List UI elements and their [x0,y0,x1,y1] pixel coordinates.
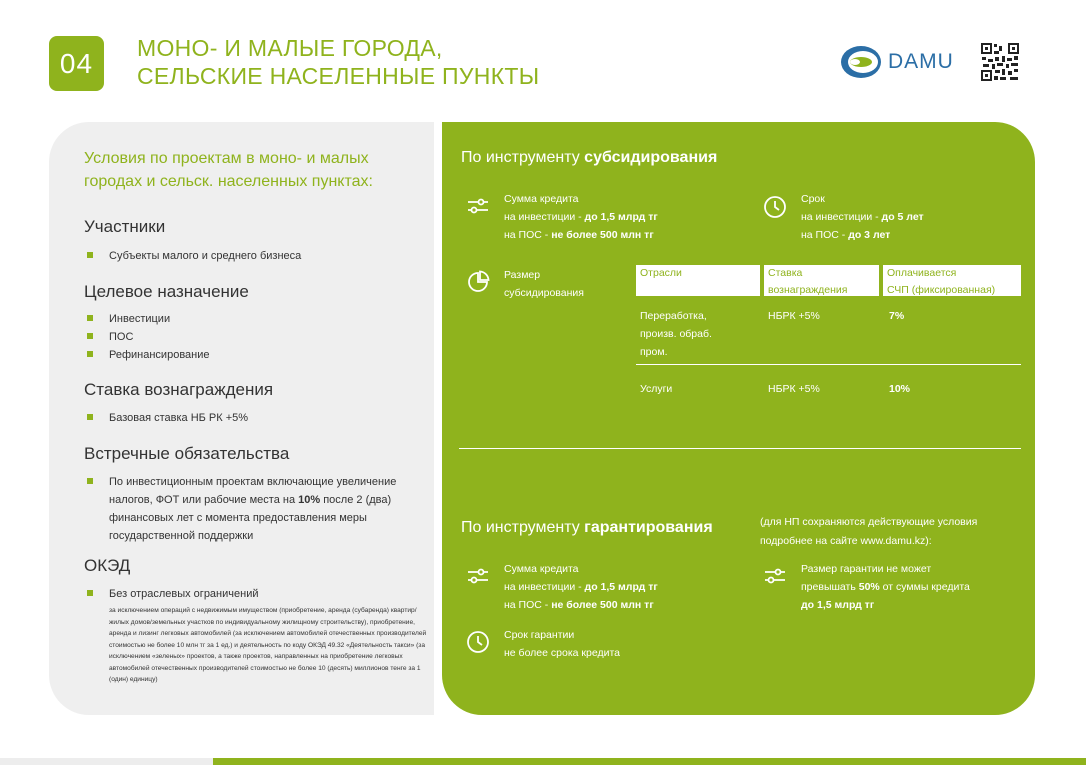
guarantee-size-line-1: Размер гарантии не может [801,563,932,575]
guarantee-term-value: не более срока кредита [504,647,620,659]
guarantee-title-bold: гарантирования [584,519,713,536]
damu-logo [840,45,954,79]
term-label: Срок [801,193,825,205]
list-item: ПОС [87,328,210,346]
guarantee-note-line-1: (для НП сохраняются действующие условия [760,516,978,528]
page-title-line-2: СЕЛЬСКИЕ НАСЕЛЕННЫЕ ПУНКТЫ [137,63,540,89]
guarantee-size-line-2: превышать 50% от суммы кредита [801,581,970,593]
table-cell-rate: НБРК +5% [768,310,820,322]
list-item: Субъекты малого и среднего бизнеса [87,247,301,265]
list-item: Инвестиции [87,310,210,328]
loan-label: Сумма кредита [504,563,579,575]
guarantee-term-label: Срок гарантии [504,629,575,641]
table-cell-industry: Переработка, произв. обраб. пром. [640,310,712,358]
participants-list [87,247,301,265]
rate-heading: Ставка вознаграждения [84,380,274,399]
guarantee-loan-amount [504,560,658,614]
subsidy-title [461,149,717,167]
purpose-heading: Целевое назначение [84,282,249,301]
subsidy-loan-amount [504,190,658,244]
qr-code-icon [980,42,1020,82]
section-divider [459,448,1021,449]
rate-list [87,409,248,427]
participants-heading: Участники [84,217,166,236]
okved-heading: ОКЭД [84,556,131,575]
list-item [87,473,422,545]
pie-chart-icon [466,270,490,294]
page-title-line-1: МОНО- И МАЛЫЕ ГОРОДА, [137,35,443,61]
loan-label: Сумма кредита [504,193,579,205]
logo-text: DAMU [888,50,954,73]
okved-list [87,585,258,603]
sliders-icon [466,194,490,218]
loan-pos: на ПОС - не более 500 млн тг [504,599,654,611]
obligations-heading: Встречные обязательства [84,444,290,463]
list-item: Базовая ставка НБ РК +5% [87,409,248,427]
obligations-text: По инвестиционным проектам включающие увеличение налогов, ФОТ или рабочие места на [109,476,397,506]
footer-bar-grey [0,758,213,765]
size-label-line-2: субсидирования [504,287,584,299]
term-pos: на ПОС - до 3 лет [801,229,891,241]
sliders-icon [763,564,787,588]
guarantee-title-prefix: По инструменту [461,519,585,536]
list-item: Рефинансирование [87,346,210,364]
table-header-rate: Ставка вознаграждения [764,265,879,296]
table-cell-paid: 7% [889,310,905,322]
obligations-list [87,473,422,545]
guarantee-size-line-3: до 1,5 млрд тг [801,599,875,611]
conditions-intro: Условия по проектам в моно- и малых городах и сельск. населенных пунктах: [84,150,373,190]
okved-fine-print: за исключением операций с недвижимым имуществом (приобретение, аренда (субаренда) квартир/жилых домов/земельных участков по индивидуальному жилищному строительству), приобретение, аренда и лизинг легковых автомобилей (за исключением автомобилей отечественных производителей стоимостью не более 10 млн тг за 1 ед.) и деятельность по коду ОКЭД 49.32 «Деятельность такси» (за исключением «зеленых» проектов, а также проектов, направленных на приобретение легковых автомобилей отечественных производителей стоимостью не более 10 (десять) миллионов тенге за 1 (один) единицу) [109,607,427,683]
subsidy-size-label [504,266,584,302]
loan-pos: на ПОС - не более 500 млн тг [504,229,654,241]
footer-bar-green [213,758,1086,765]
loan-investment: на инвестиции - до 1,5 млрд тг [504,581,658,593]
table-cell-industry: Услуги [640,383,673,395]
clock-icon [763,195,787,219]
obligations-percent: 10% [298,494,321,506]
loan-investment: на инвестиции - до 1,5 млрд тг [504,211,658,223]
sliders-icon [466,564,490,588]
table-header-industries: Отрасли [636,265,760,296]
damu-logo-icon [840,45,882,79]
instruments-panel [442,122,1035,715]
conditions-panel [49,122,434,715]
obligations-text-end: после 2 (два) финансовых лет с момента предоставления меры государственной поддержки [109,494,392,542]
clock-icon [466,630,490,654]
guarantee-note [760,513,977,551]
subsidy-title-bold: субсидирования [584,149,718,166]
page-title [137,34,539,90]
table-row-divider [636,364,1021,365]
table-cell-rate: НБРК +5% [768,383,820,395]
term-investment: на инвестиции - до 5 лет [801,211,924,223]
purpose-list [87,310,210,364]
section-number-badge: 04 [49,36,104,91]
guarantee-title [461,519,713,537]
list-item: Без отраслевых ограничений [87,585,258,603]
table-header-paid: Оплачивается СЧП (фиксированная) [883,265,1021,296]
table-cell-paid: 10% [889,383,911,395]
size-label-line-1: Размер [504,269,541,281]
guarantee-term [504,626,620,662]
guarantee-size [801,560,970,614]
subsidy-term [801,190,924,244]
subsidy-title-prefix: По инструменту [461,149,585,166]
guarantee-note-line-2: подробнее на сайте www.damu.kz): [760,535,932,547]
